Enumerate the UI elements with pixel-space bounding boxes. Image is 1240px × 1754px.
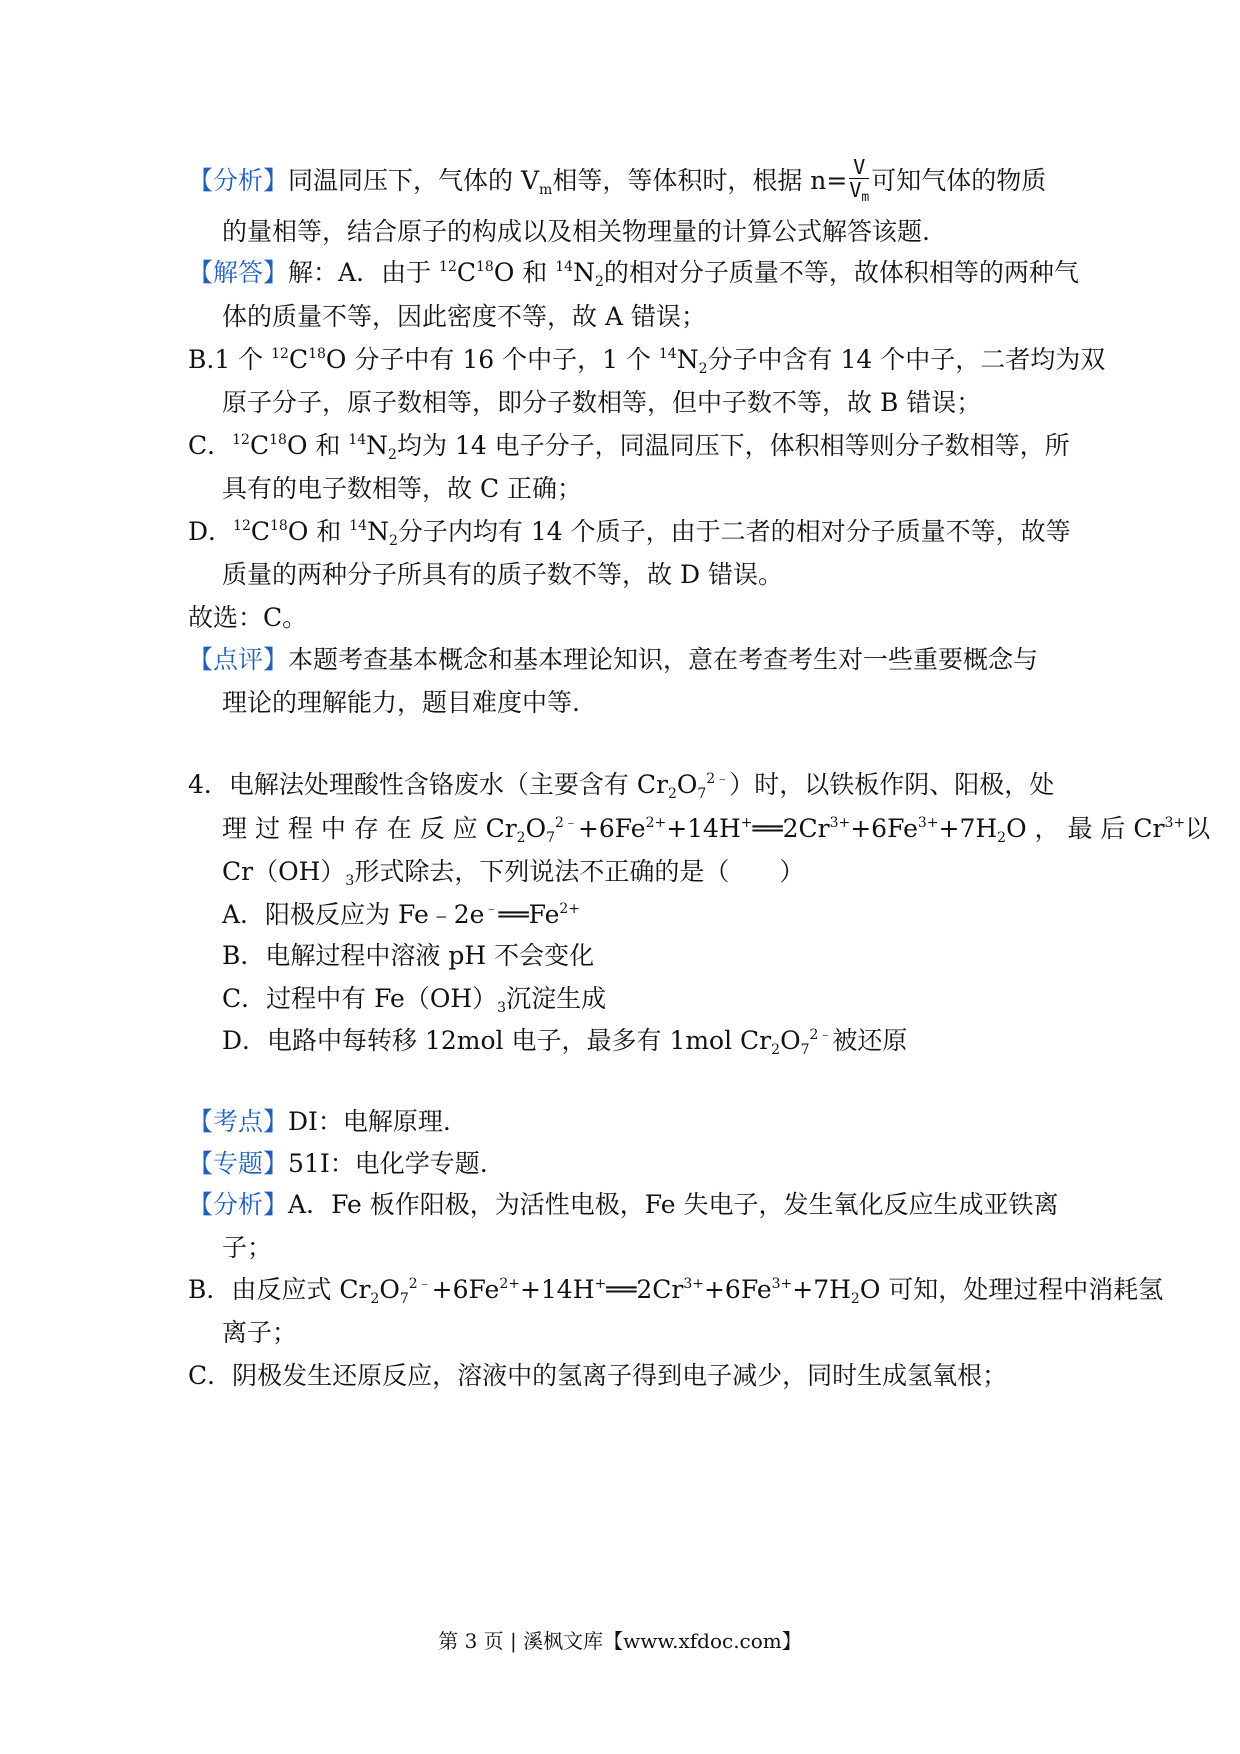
analysis-line-1: 【分析】同温同压下，气体的 $V_m$相等，等体积时，根据 n= $\frac{V}{V_m}$ 可知气体的物质 [188, 155, 1047, 205]
solution-b-line-1: B.1 个 $^{12}C^{18}O$ 分子中有 16 个中子，1 个 $^{14}N_2$分子中含有 14 个中子，二者均为双 [188, 345, 1106, 377]
page-footer: 第 3 页 | 溪枫文库【www.xfdoc.com】 [438, 1629, 802, 1653]
question-4-line-2: 理 过 程 中 存 在 反 应 $Cr_2O_7^{2﹣}+6Fe^{2+}+14H^+══2Cr^{3+}+6Fe^{3+}+7H_2O$ ， 最 后 $Cr^{3+}$以 [222, 814, 1211, 846]
analysis-label: 【分析】 [188, 166, 289, 195]
comment-label: 【点评】 [188, 645, 289, 674]
zhuanti-line: 【专题】51I：电化学专题. [188, 1149, 488, 1178]
analysis-4-a-line-1: 【分析】A．Fe 板作阳极，为活性电极，Fe 失电子，发生氧化反应生成亚铁离 [188, 1190, 1059, 1219]
analysis-4-b-line-1: B．由反应式 $Cr_2O_7^{2﹣}+6Fe^{2+}+14H^+══2Cr^{3+}+6Fe^{3+}+7H_2O$ 可知，处理过程中消耗氢 [188, 1275, 1164, 1307]
option-a: A．阳极反应为 $Fe﹣2e^﹣══Fe^{2+}$ [222, 900, 581, 929]
question-4-line-1: 4．电解法处理酸性含铬废水（主要含有 $Cr_2O_7^{2﹣}$）时，以铁板作阴、阳极，处 [188, 770, 1055, 802]
solution-b-line-2: 原子分子，原子数相等，即分子数相等，但中子数不等，故 B 错误； [222, 388, 982, 417]
analysis-line-2: 的量相等，结合原子的构成以及相关物理量的计算公式解答该题. [222, 217, 930, 246]
solution-d-line-2: 质量的两种分子所具有的质子数不等，故 D 错误。 [222, 560, 783, 589]
solution-line-2: 体的质量不等，因此密度不等，故 A 错误； [222, 302, 706, 331]
solution-line-1: 【解答】解：A．由于 $^{12}C^{18}O$ 和 $^{14}N_2$的相对分子质量不等，故体积相等的两种气 [188, 258, 1079, 290]
kaodian-line: 【考点】DI：电解原理. [188, 1107, 451, 1136]
molar-volume-fraction: $\frac{V}{V_m}$ [849, 155, 870, 205]
analysis-4-a-line-2: 子； [222, 1233, 273, 1262]
option-c: C．过程中有 $Fe(OH)_3$沉淀生成 [222, 984, 607, 1016]
analysis-4-label: 【分析】 [188, 1190, 289, 1219]
comment-line-1: 【点评】本题考查基本概念和基本理论知识，意在考查考生对一些重要概念与 [188, 645, 1039, 674]
kaodian-label: 【考点】 [188, 1107, 289, 1136]
solution-c-line-2: 具有的电子数相等，故 C 正确； [222, 474, 583, 503]
analysis-4-b-line-2: 离子； [222, 1318, 298, 1347]
solution-d-line-1: D．$^{12}C^{18}O$ 和 $^{14}N_2$分子内均有 14 个质子，由于二者的相对分子质量不等，故等 [188, 517, 1071, 549]
solution-label: 【解答】 [188, 258, 289, 287]
option-b: B．电解过程中溶液 pH 不会变化 [222, 941, 595, 970]
option-d: D．电路中每转移 12mol 电子，最多有 1mol $Cr_2O_7^{2﹣}$被还原 [222, 1026, 908, 1058]
zhuanti-label: 【专题】 [188, 1149, 289, 1178]
analysis-4-c-line-1: C．阴极发生还原反应，溶液中的氢离子得到电子减少，同时生成氢氧根； [188, 1361, 1008, 1390]
solution-c-line-1: C．$^{12}C^{18}O$ 和 $^{14}N_2$均为 14 电子分子，同温同压下，体积相等则分子数相等，所 [188, 431, 1070, 463]
comment-line-2: 理论的理解能力，题目难度中等. [222, 688, 580, 717]
question-4-line-3: $Cr(OH)_3$形式除去，下列说法不正确的是（ ） [222, 857, 805, 889]
answer-line: 故选：C。 [188, 603, 308, 632]
